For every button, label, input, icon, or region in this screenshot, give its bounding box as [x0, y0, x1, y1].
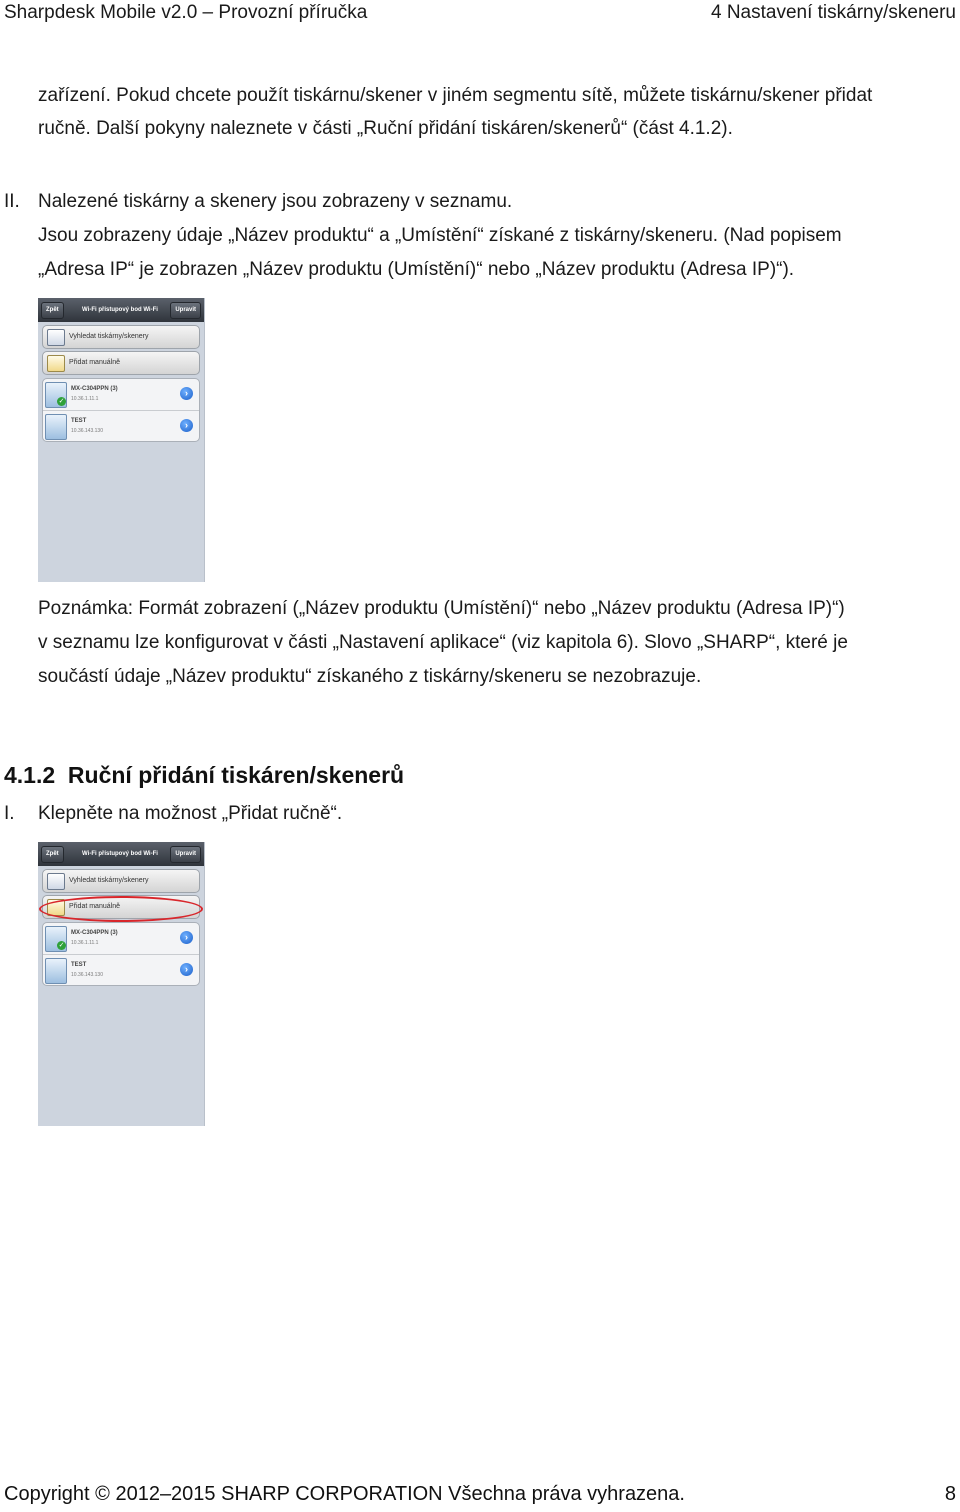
back-button[interactable]: Zpět [41, 846, 64, 863]
nav-bar [38, 842, 204, 866]
printer-name: TEST [71, 418, 87, 424]
disclosure-icon[interactable]: › [180, 931, 193, 944]
section-heading: 4.1.2 Ruční přidání tiskáren/skenerů [4, 762, 405, 788]
page-number: 8 [944, 1483, 956, 1505]
app-screenshot-add-manually [38, 842, 205, 1126]
step-number: II. [4, 191, 20, 212]
list-item[interactable] [43, 410, 199, 442]
printer-name: MX-C304PPN (3) [71, 930, 118, 936]
step-text: Jsou zobrazeny údaje „Název produktu“ a „Umístění“ získané z tiskárny/skeneru. (Nad popisem [38, 225, 842, 246]
add-printer-icon [47, 355, 65, 372]
step-text: Nalezené tiskárny a skenery jsou zobrazeny v seznamu. [38, 191, 513, 212]
add-manually-button[interactable] [42, 351, 200, 375]
search-list-icon [47, 873, 65, 890]
check-icon: ✓ [58, 942, 65, 949]
printer-name: MX-C304PPN (3) [71, 386, 118, 392]
printer-address: 10.36.143.130 [71, 428, 103, 434]
note-line: v seznamu lze konfigurovat v části „Nastavení aplikace“ (viz kapitola 6). Slovo „SHARP“, které je [38, 632, 848, 653]
nav-bar [38, 298, 204, 322]
search-printers-label: Vyhledat tiskárny/skenery [69, 877, 149, 884]
app-screenshot-list [38, 298, 205, 582]
paragraph-line: ručně. Další pokyny naleznete v části „Ruční přidání tiskáren/skenerů“ (část 4.1.2). [38, 118, 733, 139]
add-manually-label: Přidat manuálně [69, 359, 120, 366]
printer-address: 10.36.143.130 [71, 972, 103, 978]
search-printers-button[interactable] [42, 869, 200, 893]
edit-button[interactable]: Upravit [170, 302, 201, 319]
highlight-ring [39, 896, 203, 922]
back-button[interactable]: Zpět [41, 302, 64, 319]
list-item[interactable] [43, 379, 199, 410]
note-line: součástí údaje „Název produktu“ získaného z tiskárny/skeneru se nezobrazuje. [38, 666, 702, 687]
printer-name: TEST [71, 962, 87, 968]
nav-title: Wi-Fi přístupový bod Wi-Fi [82, 307, 158, 313]
printer-address: 10.36.1.11.1 [71, 940, 99, 946]
paragraph-line: zařízení. Pokud chcete použít tiskárnu/skener v jiném segmentu sítě, můžete tiskárnu/skener přidat [38, 85, 873, 106]
disclosure-icon[interactable]: › [180, 963, 193, 976]
list-item[interactable] [43, 954, 199, 986]
nav-title: Wi-Fi přístupový bod Wi-Fi [82, 851, 158, 857]
disclosure-icon[interactable]: › [180, 387, 193, 400]
header-chapter: 4 Nastavení tiskárny/skeneru [710, 2, 956, 23]
printer-list [42, 922, 200, 986]
disclosure-icon[interactable]: › [180, 419, 193, 432]
step-number: I. [4, 803, 15, 824]
printer-icon [45, 958, 67, 984]
list-item[interactable] [43, 923, 199, 954]
step-text: Klepněte na možnost „Přidat ručně“. [38, 803, 343, 824]
add-manually-label: Přidat manuálně [69, 903, 120, 910]
printer-list [42, 378, 200, 442]
printer-icon [45, 414, 67, 440]
step-text: „Adresa IP“ je zobrazen „Název produktu (Umístění)“ nebo „Název produktu (Adresa IP)“). [38, 259, 795, 280]
note-line: Poznámka: Formát zobrazení („Název produktu (Umístění)“ nebo „Název produktu (Adresa IP)“) [38, 598, 845, 619]
header-title: Sharpdesk Mobile v2.0 – Provozní příručka [4, 2, 368, 23]
printer-address: 10.36.1.11.1 [71, 396, 99, 402]
search-list-icon [47, 329, 65, 346]
footer-copyright: Copyright © 2012–2015 SHARP CORPORATION Všechna práva vyhrazena. [4, 1483, 685, 1505]
search-printers-label: Vyhledat tiskárny/skenery [69, 333, 149, 340]
search-printers-button[interactable] [42, 325, 200, 349]
check-icon: ✓ [58, 398, 65, 405]
edit-button[interactable]: Upravit [170, 846, 201, 863]
